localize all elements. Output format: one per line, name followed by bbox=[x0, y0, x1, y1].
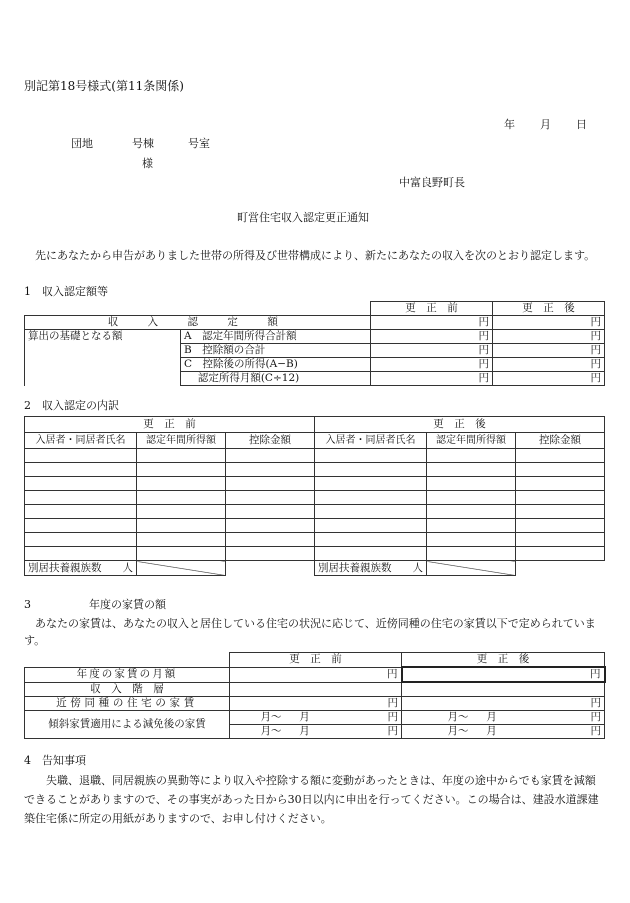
s1-col-after: 更 正 後 bbox=[493, 302, 605, 316]
table-row bbox=[25, 477, 605, 491]
table-row: 認定所得月額(C÷12) 円 円 bbox=[25, 372, 605, 386]
intro-text: 先にあなたから申告がありました世帯の所得及び世帯構成により、新たにあなたの収入を次のとおり認定します。 bbox=[35, 249, 596, 262]
table-row: 近傍同種の住宅の家賃 円 円 bbox=[25, 697, 605, 711]
table-row: B 控除額の合計 円 円 bbox=[25, 344, 605, 358]
date-year: 年 bbox=[504, 118, 515, 131]
table-row bbox=[25, 519, 605, 533]
table-row bbox=[25, 547, 605, 561]
form-id: 別記第18号様式(第11条関係) bbox=[24, 79, 184, 93]
diagonal-cell bbox=[427, 561, 516, 576]
s2-col-before: 更 正 前 bbox=[25, 417, 315, 433]
table-row: 月〜 月 円 月〜 月 円 bbox=[25, 725, 605, 739]
income-table bbox=[24, 301, 605, 386]
table-row: 収 入 階 層 bbox=[25, 682, 605, 697]
address-goshitsu: 号室 bbox=[188, 137, 210, 150]
table-row: C 控除後の所得(A−B) 円 円 bbox=[25, 358, 605, 372]
section2-heading: 2 収入認定の内訳 bbox=[24, 399, 119, 412]
s1-row-main: 収 入 認 定 額 bbox=[25, 316, 371, 330]
breakdown-table: 更 正 前 更 正 後 入居者・同居者氏名 認定年間所得額 控除金額 入居者・同居者氏名 認定年間所得額 控除金額 別居扶養親族数 人 別居扶養親族数 人 bbox=[24, 416, 605, 576]
address-danchi: 団地 bbox=[71, 137, 93, 150]
section1-heading: 1 収入認定額等 bbox=[24, 285, 108, 298]
table-row: 収 入 認 定 額 円 円 bbox=[25, 316, 605, 330]
dependents-row: 別居扶養親族数 人 別居扶養親族数 人 bbox=[25, 561, 605, 576]
table-row bbox=[25, 505, 605, 519]
table-row bbox=[25, 449, 605, 463]
s3-col-after: 更 正 後 bbox=[402, 653, 605, 668]
issuer: 中富良野町長 bbox=[399, 176, 465, 189]
s1-basis-label: 算出の基礎となる額 bbox=[25, 330, 181, 386]
section3-text: あなたの家賃は、あなたの収入と居住している住宅の状況に応じて、近傍同種の住宅の家賃以下で定められています。 bbox=[24, 617, 596, 647]
document-title: 町営住宅収入認定更正通知 bbox=[237, 211, 369, 224]
address-gotou: 号棟 bbox=[132, 137, 154, 150]
rent-table bbox=[24, 652, 606, 739]
section4-heading: 4 告知事項 bbox=[24, 754, 86, 767]
table-row: 傾斜家賃適用による減免後の家賃 月〜 月 円 月〜 月 円 bbox=[25, 711, 605, 725]
table-row bbox=[25, 533, 605, 547]
date-month: 月 bbox=[540, 118, 551, 131]
diagonal-cell bbox=[137, 561, 226, 576]
s2-col-after: 更 正 後 bbox=[315, 417, 605, 433]
table-row bbox=[25, 491, 605, 505]
date-day: 日 bbox=[576, 118, 587, 131]
s3-col-before: 更 正 前 bbox=[230, 653, 402, 668]
table-row bbox=[25, 463, 605, 477]
table-row: 算出の基礎となる額 A 認定年間所得合計額 円 円 bbox=[25, 330, 605, 344]
section3-heading: 年度の家賃の額 bbox=[89, 598, 166, 611]
section3-heading-num: 3 bbox=[24, 598, 31, 611]
table-row: 年度の家賃の月額 円 円 bbox=[25, 667, 605, 682]
section4-text: 失職、退職、同居親族の異動等により収入や控除する額に変動があったときは、年度の途中からでも家賃を減額できることがありますので、その事実があった日から30日以内に申出を行ってください。この場合は、建設水道課建築住宅係に所定の用紙がありますので、お申し付けください。 bbox=[24, 774, 599, 825]
address-sama: 様 bbox=[142, 157, 153, 170]
s1-col-before: 更 正 前 bbox=[371, 302, 493, 316]
